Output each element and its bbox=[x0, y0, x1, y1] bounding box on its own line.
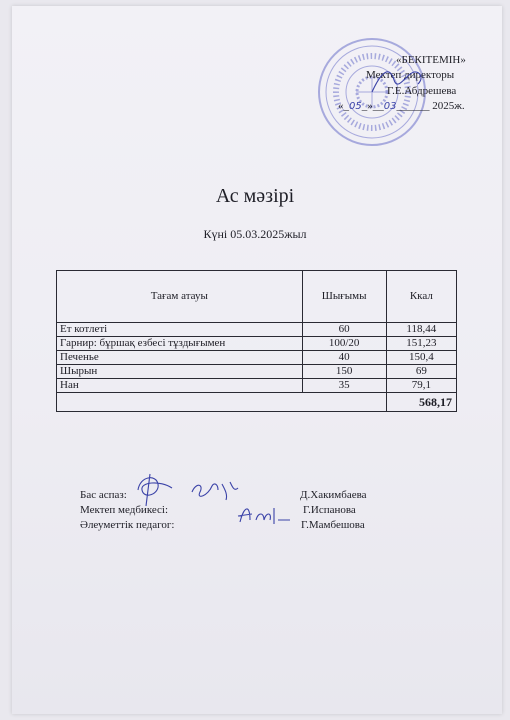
total-kcal: 568,17 bbox=[386, 393, 456, 412]
dish-yield: 40 bbox=[302, 351, 386, 365]
page-title: Ас мәзірі bbox=[215, 185, 295, 207]
dish-name: Шырын bbox=[57, 365, 303, 379]
header-dish-name: Тағам атауы bbox=[57, 271, 303, 323]
dish-kcal: 150,4 bbox=[386, 351, 456, 365]
dish-kcal: 79,1 bbox=[386, 379, 456, 393]
dish-yield: 60 bbox=[302, 323, 386, 337]
approval-day: 05 bbox=[349, 101, 362, 112]
menu-table bbox=[56, 270, 457, 412]
dish-name: Нан bbox=[57, 379, 303, 393]
dish-yield: 100/20 bbox=[302, 337, 386, 351]
chef-name: Д.Хакимбаева bbox=[300, 489, 367, 501]
table-row bbox=[57, 323, 457, 337]
table-row bbox=[57, 351, 457, 365]
approval-date: «_05_»__03______ 2025ж. bbox=[338, 100, 465, 112]
date-quote-open: « bbox=[338, 100, 344, 112]
approval-year: 2025ж. bbox=[432, 100, 465, 112]
date-quote-close: » bbox=[367, 100, 373, 112]
approval-heading: «БЕКІТЕМІН» bbox=[396, 54, 466, 66]
social-pedagogue-role: Әлеуметтік педагог: bbox=[80, 519, 175, 531]
nurse-name: Г.Испанова bbox=[303, 504, 356, 516]
approval-position: Мектеп директоры bbox=[366, 69, 455, 81]
dish-kcal: 151,23 bbox=[386, 337, 456, 351]
table-row bbox=[57, 365, 457, 379]
table-header-row bbox=[57, 271, 457, 323]
dish-kcal: 118,44 bbox=[386, 323, 456, 337]
approval-block bbox=[0, 0, 510, 120]
table-total-row bbox=[57, 393, 457, 412]
total-spacer bbox=[57, 393, 387, 412]
dish-kcal: 69 bbox=[386, 365, 456, 379]
approval-month: 03 bbox=[383, 101, 397, 112]
dish-name: Ет котлеті bbox=[57, 323, 303, 337]
dish-name: Гарнир: бұршақ езбесі тұздығымен bbox=[57, 337, 303, 351]
table-row bbox=[57, 337, 457, 351]
director-signature bbox=[368, 62, 428, 102]
header-kcal: Ккал bbox=[386, 271, 456, 323]
chef-role: Бас аспаз: bbox=[80, 489, 127, 501]
dish-name: Печенье bbox=[57, 351, 303, 365]
header-yield: Шығымы bbox=[302, 271, 386, 323]
menu-date: Күні 05.03.2025жыл bbox=[203, 227, 307, 241]
approval-director-name: Г.Е.Абдрешева bbox=[387, 85, 457, 97]
dish-yield: 35 bbox=[302, 379, 386, 393]
table-row bbox=[57, 379, 457, 393]
dish-yield: 150 bbox=[302, 365, 386, 379]
nurse-role: Мектеп медбикесі: bbox=[80, 504, 169, 516]
social-pedagogue-name: Г.Мамбешова bbox=[301, 519, 365, 531]
